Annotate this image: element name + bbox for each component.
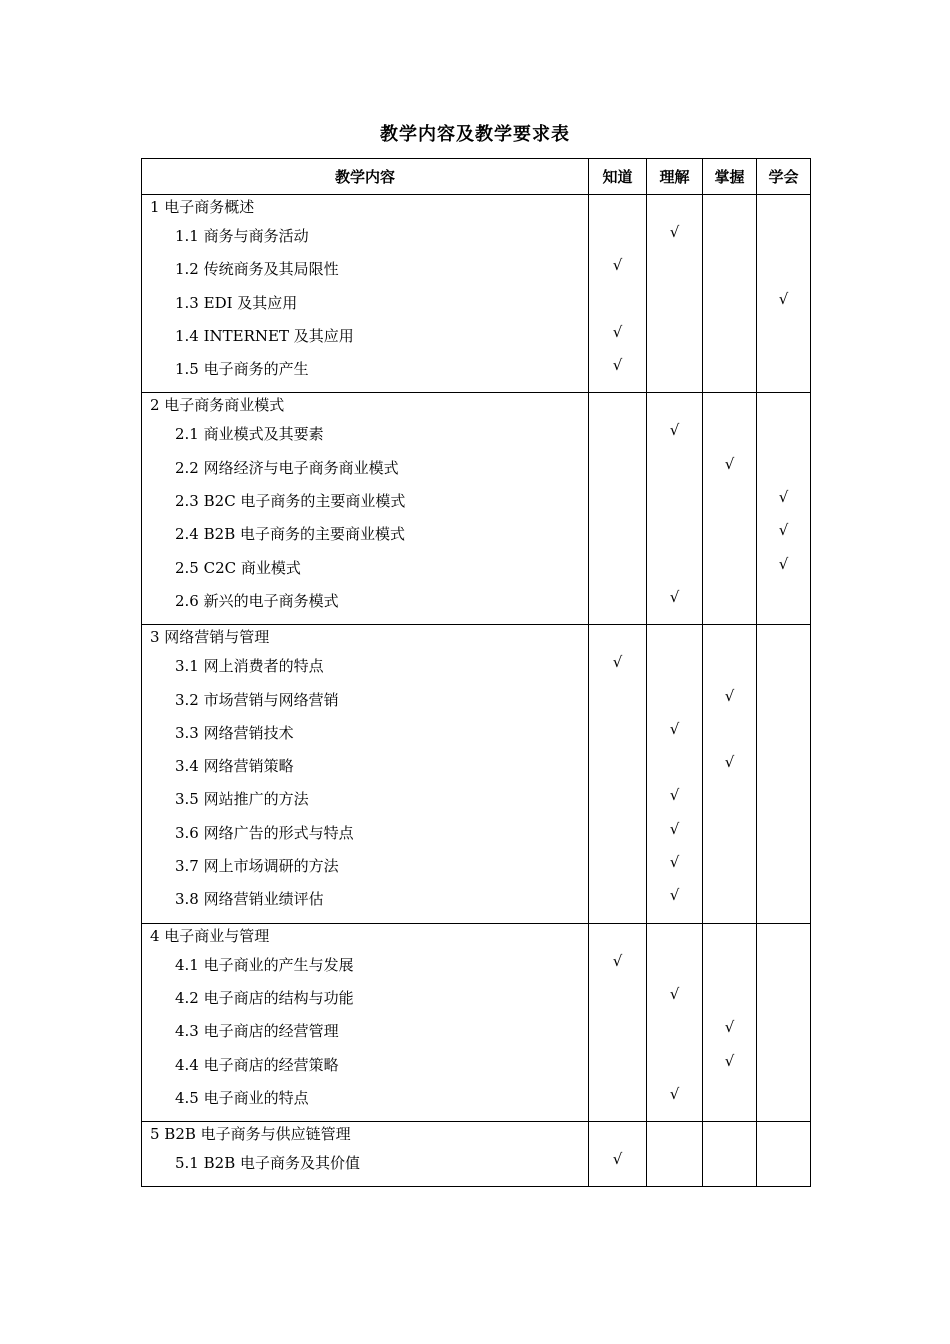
level-cell-learn (757, 1122, 811, 1187)
level-cell-understand (647, 195, 703, 393)
level-cell-learn (757, 625, 811, 923)
check-mark: √ (724, 1051, 735, 1070)
check-mark: √ (778, 289, 789, 308)
check-mark: √ (612, 256, 623, 275)
section-heading: 3 网络营销与管理 (150, 628, 270, 647)
section-heading: 2 电子商务商业模式 (150, 396, 285, 415)
topic-item: 4.2 电子商店的结构与功能 (175, 988, 354, 1007)
level-cell-learn (757, 923, 811, 1121)
level-cell-master (703, 1122, 757, 1187)
topic-item: 3.6 网络广告的形式与特点 (175, 823, 354, 842)
section-row (142, 923, 811, 1121)
check-mark: √ (669, 223, 680, 241)
level-cell-know (589, 195, 647, 393)
topic-item: 3.1 网上消费者的特点 (175, 657, 324, 676)
topic-item: 1.1 商务与商务活动 (175, 227, 309, 245)
check-mark: √ (778, 554, 789, 573)
check-mark: √ (724, 454, 735, 473)
level-cell-know (589, 393, 647, 625)
check-mark: √ (612, 356, 623, 375)
section-heading: 1 电子商务概述 (150, 198, 255, 216)
column-header-know: 知道 (589, 159, 647, 195)
level-cell-master (703, 195, 757, 393)
check-mark: √ (778, 521, 789, 540)
section-heading: 4 电子商业与管理 (150, 926, 270, 945)
topic-item: 2.5 C2C 商业模式 (175, 558, 301, 577)
level-cell-understand (647, 1122, 703, 1187)
topic-item: 2.1 商业模式及其要素 (175, 425, 324, 444)
level-cell-understand (647, 923, 703, 1121)
check-mark: √ (669, 819, 680, 838)
check-mark: √ (669, 886, 680, 905)
level-cell-know (589, 1122, 647, 1187)
topic-item: 4.3 电子商店的经营管理 (175, 1022, 339, 1041)
level-cell-learn (757, 195, 811, 393)
requirements-table (141, 158, 811, 1187)
check-mark: √ (724, 1018, 735, 1037)
column-header-master: 掌握 (703, 159, 757, 195)
topic-item: 3.4 网络营销策略 (175, 757, 294, 776)
check-mark: √ (778, 488, 789, 507)
check-mark: √ (724, 753, 735, 772)
topic-item: 2.4 B2B 电子商务的主要商业模式 (175, 525, 405, 544)
topic-item: 3.7 网上市场调研的方法 (175, 857, 339, 876)
level-cell-know (589, 625, 647, 923)
level-cell-learn (757, 393, 811, 625)
check-mark: √ (669, 421, 680, 440)
topic-item: 3.2 市场营销与网络营销 (175, 690, 339, 709)
topic-item: 4.1 电子商业的产生与发展 (175, 955, 354, 974)
topic-item: 4.5 电子商业的特点 (175, 1088, 309, 1107)
section-row (142, 625, 811, 923)
topic-item: 1.5 电子商务的产生 (175, 360, 309, 379)
section-content-cell (142, 923, 589, 1121)
topic-item: 4.4 电子商店的经营策略 (175, 1055, 339, 1074)
level-cell-master (703, 625, 757, 923)
check-mark: √ (669, 786, 680, 805)
column-header-content: 教学内容 (142, 159, 589, 195)
topic-item: 2.2 网络经济与电子商务商业模式 (175, 458, 399, 477)
check-mark: √ (669, 1084, 680, 1103)
topic-item: 2.6 新兴的电子商务模式 (175, 591, 339, 610)
check-mark: √ (724, 686, 735, 705)
topic-item: 3.3 网络营销技术 (175, 723, 294, 742)
topic-item: 3.8 网络营销业绩评估 (175, 890, 324, 909)
check-mark: √ (612, 653, 623, 672)
level-cell-master (703, 393, 757, 625)
section-row (142, 1122, 811, 1187)
section-content-cell (142, 625, 589, 923)
column-header-learn: 学会 (757, 159, 811, 195)
check-mark: √ (669, 853, 680, 872)
check-mark: √ (612, 951, 623, 970)
level-cell-master (703, 923, 757, 1121)
section-row (142, 393, 811, 625)
page-title: 教学内容及教学要求表 (380, 124, 570, 145)
section-content-cell (142, 393, 589, 625)
column-header-understand: 理解 (647, 159, 703, 195)
check-mark: √ (669, 984, 680, 1003)
topic-item: 5.1 B2B 电子商务及其价值 (175, 1154, 360, 1173)
topic-item: 1.2 传统商务及其局限性 (175, 260, 339, 279)
topic-item: 1.3 EDI 及其应用 (175, 293, 298, 312)
check-mark: √ (669, 587, 680, 606)
section-content-cell (142, 195, 589, 393)
check-mark: √ (612, 1150, 623, 1169)
level-cell-know (589, 923, 647, 1121)
check-mark: √ (612, 322, 623, 341)
topic-item: 1.4 INTERNET 及其应用 (175, 326, 354, 345)
level-cell-understand (647, 393, 703, 625)
topic-item: 3.5 网站推广的方法 (175, 790, 309, 809)
section-content-cell (142, 1122, 589, 1187)
section-heading: 5 B2B 电子商务与供应链管理 (150, 1125, 351, 1144)
table-header-row (142, 159, 811, 195)
check-mark: √ (669, 719, 680, 738)
level-cell-understand (647, 625, 703, 923)
section-row (142, 195, 811, 393)
topic-item: 2.3 B2C 电子商务的主要商业模式 (175, 492, 406, 511)
